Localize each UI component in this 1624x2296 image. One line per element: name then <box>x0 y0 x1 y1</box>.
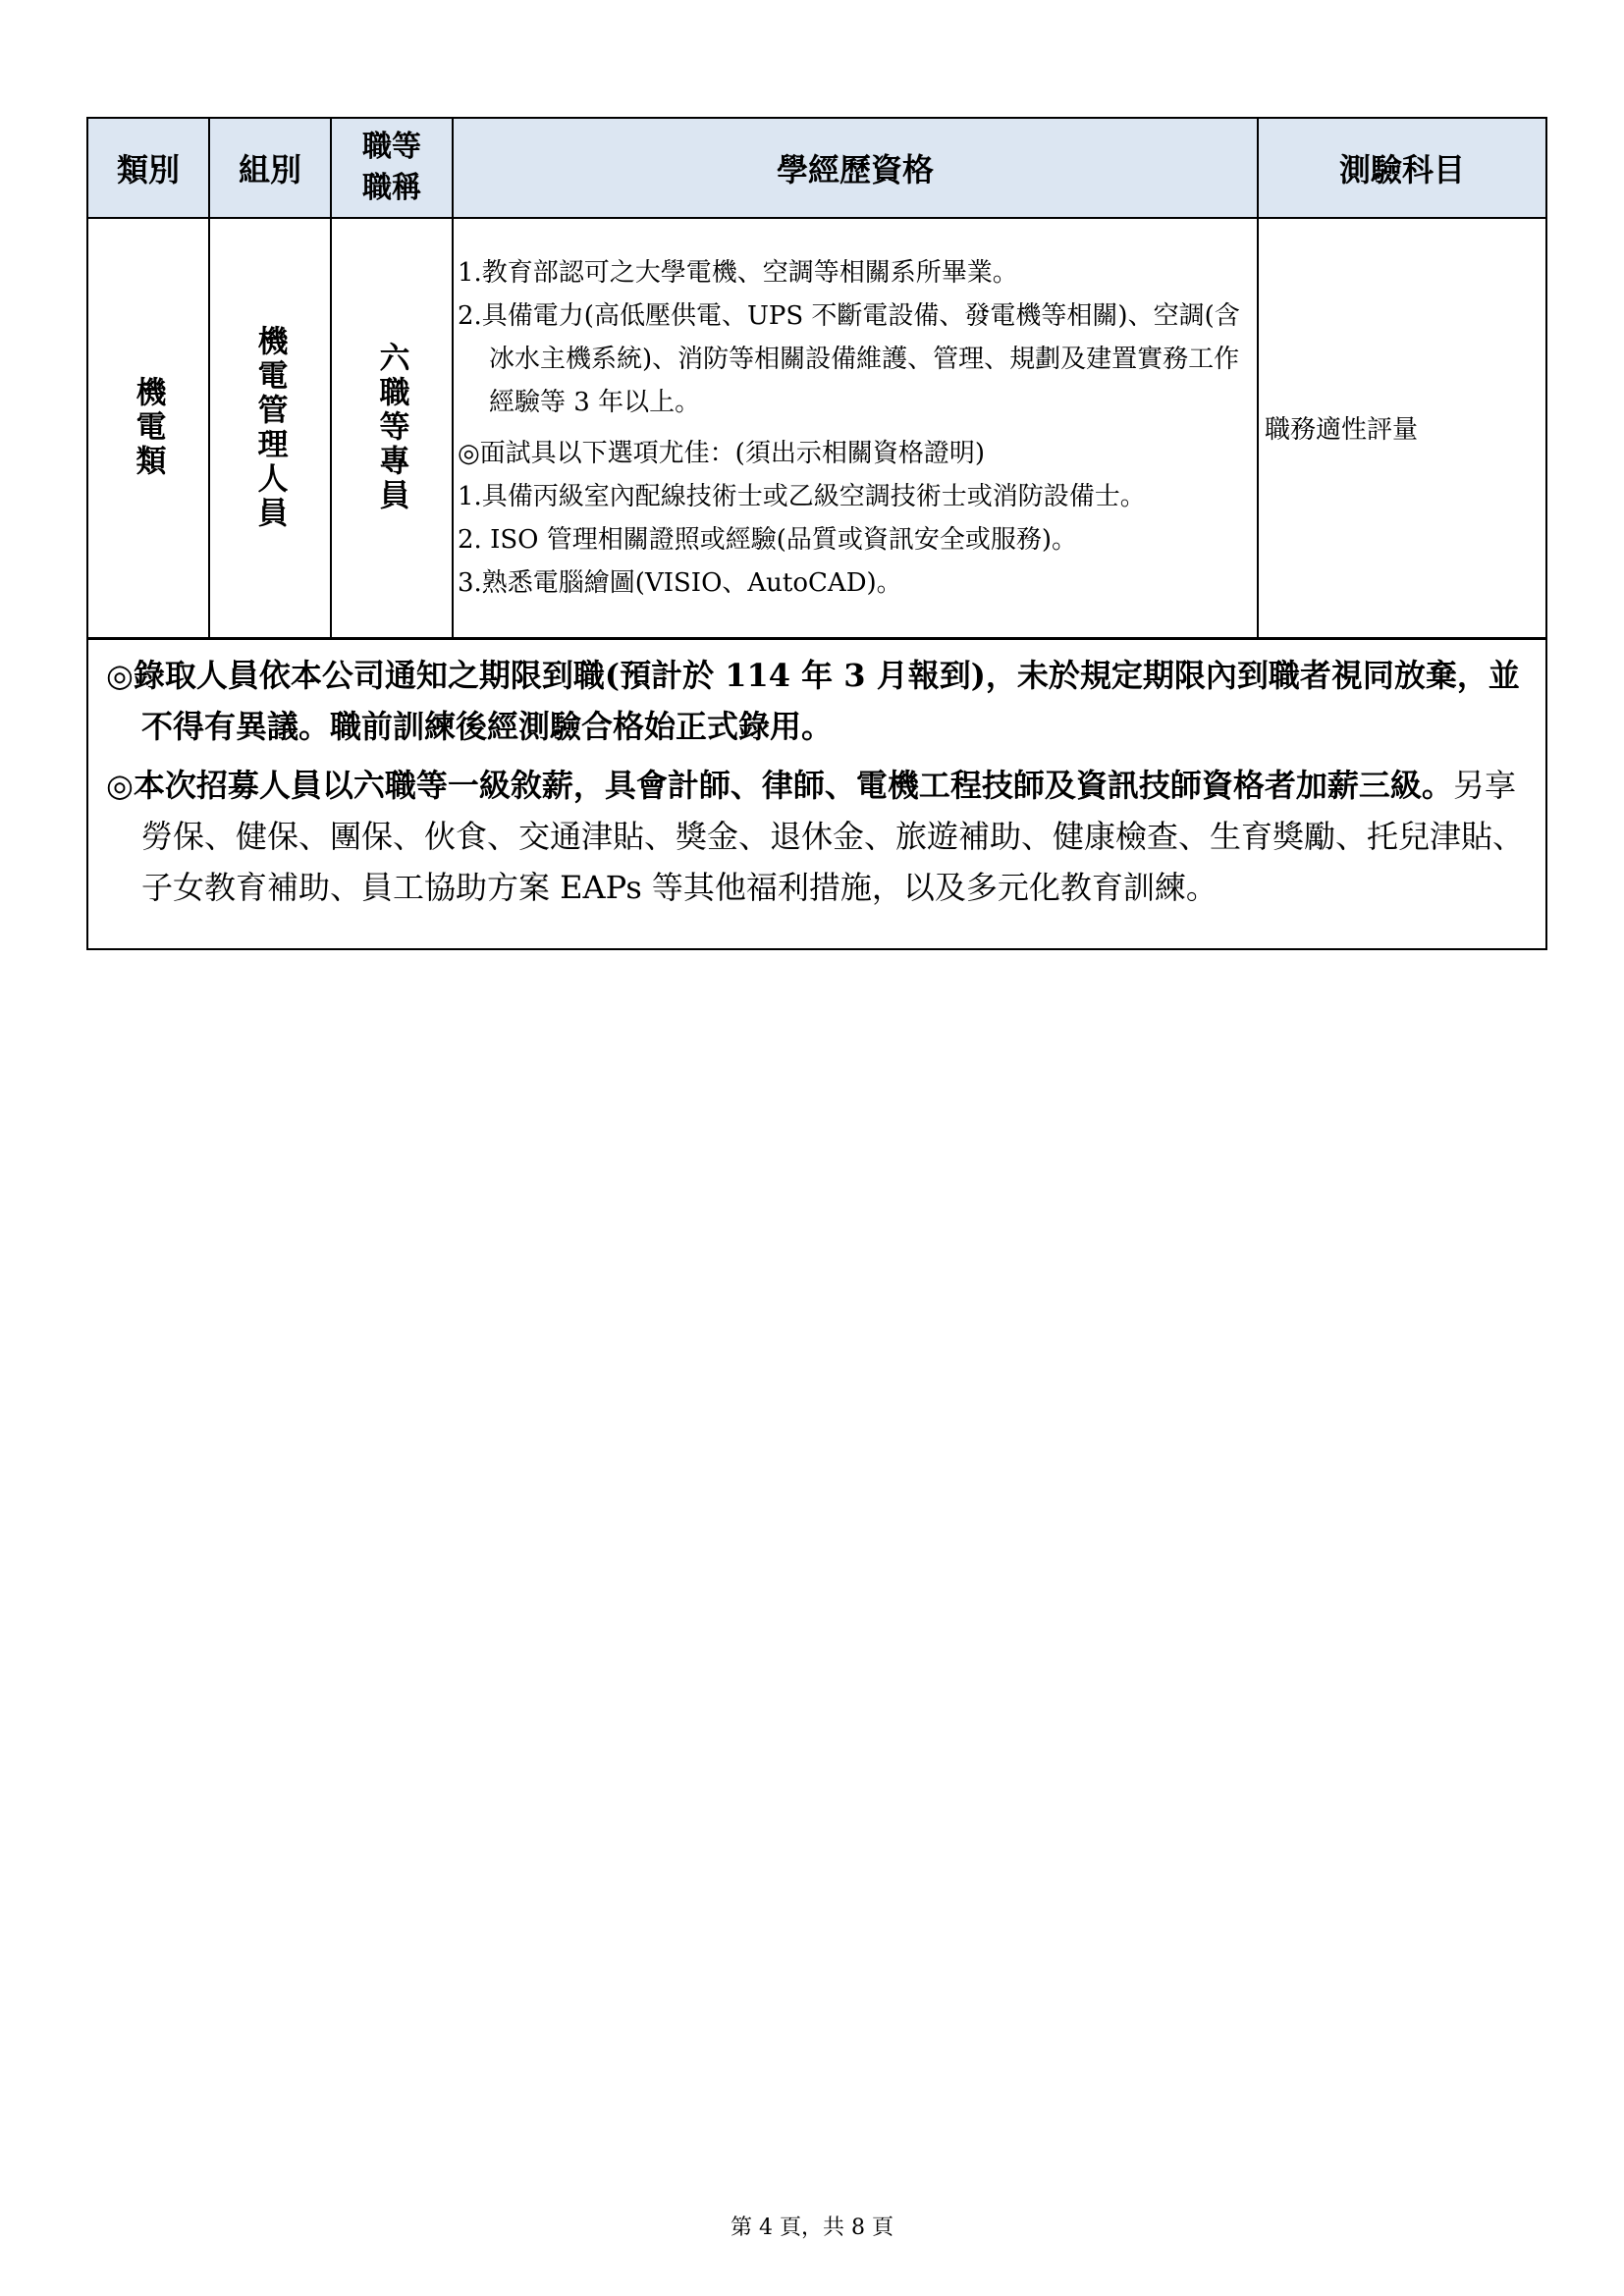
header-rank-title-cell <box>331 118 453 218</box>
header-category: 類別 <box>87 118 209 218</box>
preferred-heading: ◎面試具以下選項尤佳：(須出示相關資格證明) <box>458 438 985 468</box>
group-text: 機電管理人員 <box>251 324 288 531</box>
category-text: 機電類 <box>130 376 166 480</box>
qualifications-cell <box>453 218 1258 638</box>
header-group: 組別 <box>209 118 331 218</box>
exam-cell: 職務適性評量 <box>1258 218 1546 638</box>
note-bold: ◎本次招募人員以六職等一級敘薪，具會計師、律師、電機工程技師及資訊技師資格者加薪三級。 <box>106 766 1453 804</box>
note-item <box>106 760 1526 913</box>
qualification-item: 1.教育部認可之大學電機、空調等相關系所畢業。 <box>458 257 1018 288</box>
title-text: 六職等專員 <box>373 342 409 514</box>
header-qualifications: 學經歷資格 <box>453 118 1258 218</box>
note-normal: 另享勞保、健保、團保、伙食、交通津貼、獎金、退休金、旅遊補助、健康檢查、生育獎勵、托兒津貼、子女教育補助、員工協助方案 EAPs 等其他福利措施，以及多元化教育訓練。 <box>141 766 1525 906</box>
page-number: 第 4 頁，共 8 頁 <box>731 2216 893 2240</box>
category-cell <box>87 218 209 638</box>
title-cell <box>331 218 453 638</box>
group-cell <box>209 218 331 638</box>
preferred-item: 1.具備丙級室內配線技術士或乙級空調技術士或消防設備士。 <box>458 481 1146 511</box>
header-rank-title: 職等職稱 <box>362 130 421 205</box>
header-exam: 測驗科目 <box>1258 118 1546 218</box>
note-bold: ◎錄取人員依本公司通知之期限到職(預計於 114 年 3 月報到)，未於規定期限內到職者視同放棄，並不得有異議。職前訓練後經測驗合格始正式錄用。 <box>106 656 1520 745</box>
notes-row <box>87 638 1546 949</box>
note-item <box>106 650 1526 752</box>
header-row <box>87 118 1546 218</box>
notes-cell <box>87 638 1546 949</box>
preferred-item: 2. ISO 管理相關證照或經驗(品質或資訊安全或服務)。 <box>458 524 1078 555</box>
qualification-item: 2.具備電力(高低壓供電、UPS 不斷電設備、發電機等相關)、空調(含冰水主機系統)、消防等相關設備維護、管理、規劃及建置實務工作經驗等 3 年以上。 <box>458 300 1240 417</box>
recruitment-table <box>86 117 1547 950</box>
preferred-item: 3.熟悉電腦繪圖(VISIO、AutoCAD)。 <box>458 567 902 598</box>
table-row <box>87 218 1546 638</box>
